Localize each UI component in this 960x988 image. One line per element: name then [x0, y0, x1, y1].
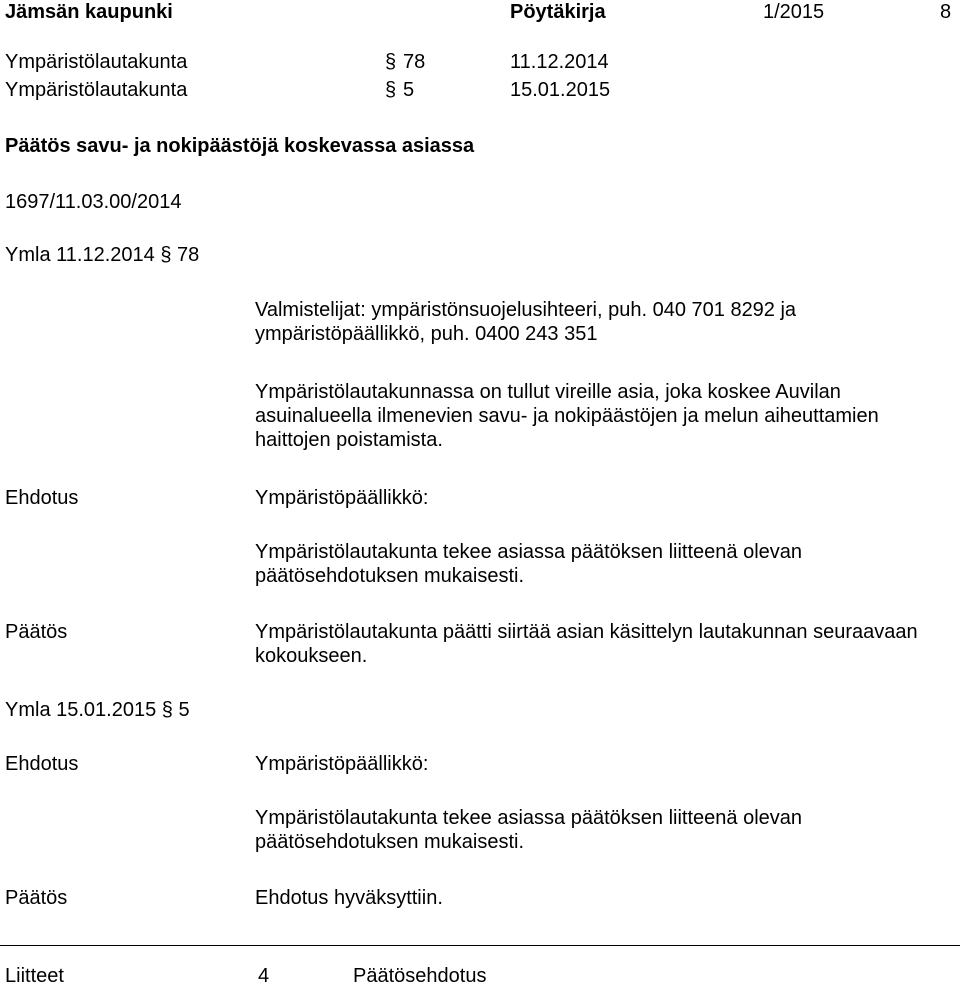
attachments-label: Liitteet: [5, 965, 64, 987]
proposal-label: Ehdotus: [5, 753, 79, 775]
page-number: 8: [940, 1, 952, 23]
meeting-2-section: 5: [178, 699, 190, 721]
attachment-name: Päätösehdotus: [353, 965, 487, 987]
meeting-2-heading: [5, 698, 190, 722]
meeting-1-label: Ymla 11.12.2014: [5, 244, 155, 266]
background-text: Ympäristölautakunnassa on tullut vireille asia, joka koskee Auvilan asuinalueella ilmenevien savu- ja nokipäästöjen ja melun aiheuttamien haittojen poistamista.: [255, 381, 879, 451]
meeting-ref-section: 5: [403, 79, 415, 101]
case-title: Päätös savu- ja nokipäästöjä koskevassa asiassa: [5, 135, 475, 157]
proposal-text: Ympäristölautakunta tekee asiassa päätöksen liitteenä olevan päätösehdotuksen mukaisesti.: [255, 807, 803, 853]
proposal-author: Ympäristöpäällikkö:: [255, 487, 429, 509]
decision-label: Päätös: [5, 887, 68, 909]
proposal-text: Ympäristölautakunta tekee asiassa päätöksen liitteenä olevan päätösehdotuksen mukaisesti.: [255, 541, 803, 587]
meeting-1-section: 78: [177, 244, 200, 266]
decision-text: Ympäristölautakunta päätti siirtää asian käsittelyn lautakunnan seuraavaan kokoukseen.: [255, 621, 918, 667]
case-number: 1697/11.03.00/2014: [5, 191, 182, 213]
meeting-ref-body: Ympäristölautakunta: [5, 79, 188, 101]
proposal-label: Ehdotus: [5, 487, 79, 509]
meeting-ref-date: 15.01.2015: [510, 79, 611, 101]
meeting-1-heading: [5, 243, 199, 267]
decision-label: Päätös: [5, 621, 68, 643]
attachments-top-rule: [0, 945, 960, 946]
section-symbol: §: [161, 699, 173, 721]
document-type: Pöytäkirja: [510, 1, 606, 23]
decision-text: Ehdotus hyväksyttiin.: [255, 887, 443, 909]
preparers-text: Valmistelijat: ympäristönsuojelusihteeri, puh. 040 701 8292 ja ympäristöpäällikkö, puh. 0400 243 351: [255, 299, 797, 345]
attachment-number: 4: [258, 965, 270, 987]
section-symbol: §: [385, 79, 397, 101]
city-name: Jämsän kaupunki: [5, 1, 173, 23]
document-number: 1/2015: [763, 1, 825, 23]
section-symbol: §: [160, 244, 172, 266]
proposal-author: Ympäristöpäällikkö:: [255, 753, 429, 775]
meeting-ref-body: Ympäristölautakunta: [5, 51, 188, 73]
meeting-ref-section: 78: [403, 51, 426, 73]
section-symbol: §: [385, 51, 397, 73]
meeting-2-label: Ymla 15.01.2015: [5, 699, 157, 721]
meeting-ref-date: 11.12.2014: [510, 51, 609, 73]
